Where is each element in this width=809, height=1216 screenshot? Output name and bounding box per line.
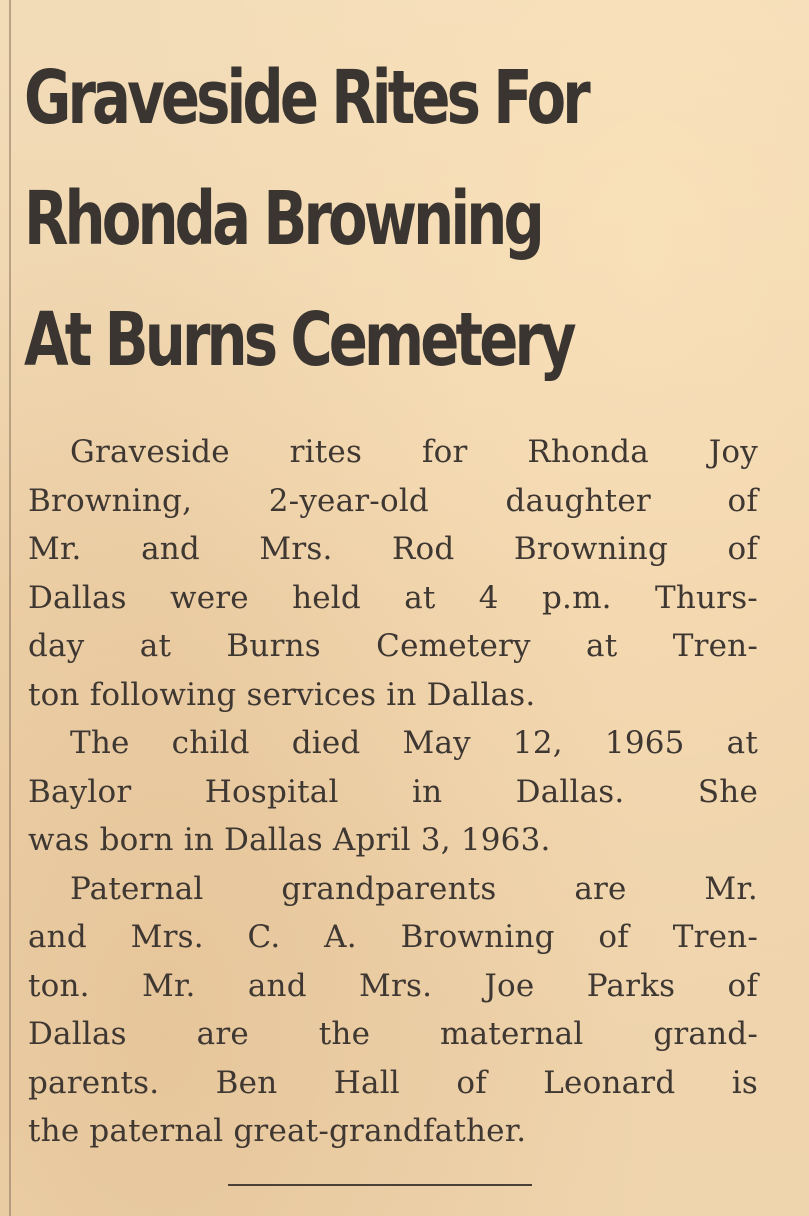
article-line: ton following services in Dallas. (28, 676, 536, 713)
article-line: parents. Ben Hall of Leonard is (28, 1064, 758, 1101)
article-line: and Mrs. C. A. Browning of Tren- (28, 919, 758, 955)
article-line: Browning, 2-year-old daughter of (28, 482, 758, 519)
article-line: was born in Dallas April 3, 1963. (28, 822, 551, 858)
article-line: Dallas were held at 4 p.m. Thurs- (28, 579, 758, 616)
headline-line: At Burns Cemetery (24, 297, 573, 383)
article-body (28, 428, 758, 1156)
headline-line: Graveside Rites For (24, 55, 587, 141)
article-line: Baylor Hospital in Dallas. She (28, 773, 758, 810)
article-line: Dallas are the maternal grand- (28, 1016, 758, 1052)
column-rule (9, 0, 11, 1216)
article-line: day at Burns Cemetery at Tren- (28, 628, 758, 664)
article-line: ton. Mr. and Mrs. Joe Parks of (28, 967, 758, 1004)
article-line: Mr. and Mrs. Rod Browning of (28, 531, 758, 567)
article-line: the paternal great-grandfather. (28, 1113, 527, 1149)
article-line: Graveside rites for Rhonda Joy (70, 434, 758, 470)
end-rule (228, 1184, 532, 1186)
article-line: The child died May 12, 1965 at (70, 725, 758, 761)
headline-line: Rhonda Browning (24, 176, 541, 262)
article-line: Paternal grandparents are Mr. (70, 870, 758, 907)
headline (24, 38, 587, 401)
